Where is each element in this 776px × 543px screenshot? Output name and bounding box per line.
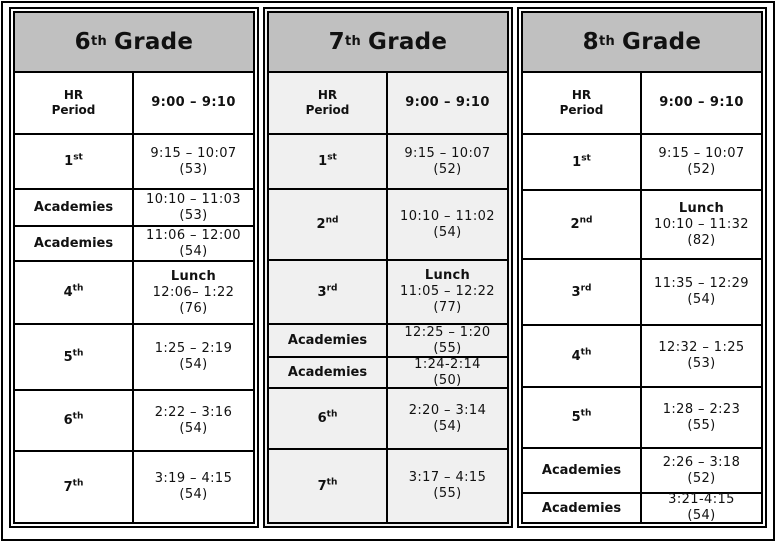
time-range: 10:10 – 11:02 (400, 208, 495, 224)
period-cell (269, 261, 388, 323)
time-cell (388, 358, 507, 387)
table-body (15, 133, 253, 522)
period-label: 1st (572, 153, 591, 170)
table-row (269, 188, 507, 259)
table-row (523, 258, 761, 324)
hr-row (269, 71, 507, 133)
time-cell (642, 326, 761, 386)
time-cell (388, 190, 507, 259)
period-ordinal-suffix: st (73, 152, 83, 163)
time-cell (134, 190, 253, 225)
minutes-count: (54) (179, 420, 208, 436)
table-row (15, 323, 253, 389)
minutes-count: (52) (433, 161, 462, 177)
grade-number: 8 (582, 29, 599, 55)
period-label: 2nd (570, 215, 593, 232)
period-label: 3rd (317, 283, 338, 300)
grade-word: Grade (368, 29, 448, 55)
table-row (523, 133, 761, 189)
time-cell (134, 452, 253, 522)
time-cell (388, 389, 507, 448)
bell-schedule-frame (1, 1, 775, 541)
minutes-count: (54) (687, 508, 716, 523)
hr-label-line2: Period (51, 103, 96, 117)
period-cell (269, 389, 388, 448)
hr-label-line2: Period (305, 103, 350, 117)
period-ordinal-suffix: nd (579, 215, 593, 226)
hr-time-cell (134, 73, 253, 133)
time-cell (388, 135, 507, 188)
minutes-count: (54) (179, 243, 208, 259)
period-label: 1st (318, 152, 337, 169)
time-range: 3:19 – 4:15 (154, 471, 233, 486)
grade-number: 7 (328, 29, 345, 55)
period-label: 4th (571, 347, 592, 364)
time-range: 9:15 – 10:07 (404, 145, 491, 161)
time-range: 11:35 – 12:29 (654, 276, 749, 291)
bell-schedule (9, 7, 767, 528)
period-label: 6th (63, 411, 84, 428)
period-label: 4th (63, 283, 84, 300)
hr-period-cell (269, 73, 388, 133)
minutes-count: (52) (687, 162, 716, 177)
period-cell (15, 190, 134, 225)
time-range: 11:05 – 12:22 (400, 284, 495, 299)
period-ordinal-suffix: nd (325, 215, 339, 226)
period-cell (269, 358, 388, 387)
lunch-label: Lunch (424, 268, 471, 283)
time-cell (134, 135, 253, 188)
period-cell (15, 135, 134, 188)
hr-label-line2: Period (559, 103, 604, 117)
hr-label-line1: HR (571, 88, 592, 102)
period-label: Academies (541, 463, 622, 478)
period-ordinal-suffix: rd (326, 283, 338, 294)
time-range: 2:26 – 3:18 (662, 454, 741, 470)
table-row (15, 450, 253, 522)
period-label: 7th (63, 478, 84, 495)
period-label: 5th (63, 348, 84, 365)
minutes-count: (77) (433, 300, 462, 315)
period-cell (269, 325, 388, 356)
time-range: 9:15 – 10:07 (658, 146, 745, 161)
table-row (523, 492, 761, 522)
grade-header-8th: 8 th Grade (523, 13, 761, 71)
period-ordinal-suffix: th (72, 283, 84, 294)
table-row (269, 259, 507, 323)
period-ordinal-suffix: th (580, 347, 592, 358)
table-row (269, 133, 507, 188)
table-body (269, 133, 507, 522)
time-cell (388, 261, 507, 323)
hr-label-line1: HR (63, 88, 84, 102)
period-label: Academies (541, 500, 622, 516)
period-cell (269, 190, 388, 259)
minutes-count: (76) (179, 300, 208, 316)
time-cell (642, 449, 761, 492)
period-ordinal-suffix: rd (580, 283, 592, 294)
minutes-count: (53) (179, 161, 208, 177)
period-ordinal-suffix: th (326, 477, 338, 488)
period-cell (15, 452, 134, 522)
period-cell (523, 388, 642, 447)
table-row (269, 448, 507, 522)
time-range: 3:17 – 4:15 (408, 470, 487, 485)
period-ordinal-suffix: th (72, 411, 84, 422)
hr-label-line1: HR (317, 88, 338, 102)
table-row (15, 133, 253, 188)
time-range: 12:32 – 1:25 (658, 340, 745, 355)
period-cell (269, 135, 388, 188)
minutes-count: (55) (687, 417, 716, 433)
time-cell (642, 191, 761, 258)
time-cell (134, 391, 253, 450)
minutes-count: (54) (179, 487, 208, 502)
period-label: 6th (317, 409, 338, 426)
table-row (15, 260, 253, 323)
minutes-count: (54) (687, 292, 716, 307)
period-cell (15, 227, 134, 260)
period-label: Academies (287, 333, 368, 348)
time-cell (388, 325, 507, 356)
grade-table-8th (517, 7, 767, 528)
period-ordinal-suffix: th (580, 408, 592, 419)
period-label: 7th (317, 477, 338, 494)
hr-period-cell (523, 73, 642, 133)
time-range: 12:06– 1:22 (152, 284, 235, 300)
time-range: 2:22 – 3:16 (154, 404, 233, 420)
grade-header-6th: 6 th Grade (15, 13, 253, 71)
table-row (15, 225, 253, 260)
period-cell (523, 191, 642, 258)
period-cell (269, 450, 388, 522)
hr-period-cell (15, 73, 134, 133)
hr-row (523, 71, 761, 133)
table-row (523, 324, 761, 386)
period-cell (523, 260, 642, 324)
table-row (15, 188, 253, 225)
time-cell (134, 262, 253, 323)
period-cell (15, 391, 134, 450)
time-range: 1:28 – 2:23 (662, 401, 741, 417)
time-cell (134, 227, 253, 260)
period-cell (523, 135, 642, 189)
period-ordinal-suffix: st (327, 152, 337, 163)
time-cell (134, 325, 253, 389)
hr-time-cell (642, 73, 761, 133)
time-range: 10:10 – 11:32 (654, 216, 749, 232)
time-cell (642, 135, 761, 189)
minutes-count: (54) (179, 357, 208, 372)
time-range: 3:21-4:15 (668, 492, 735, 507)
time-cell (642, 388, 761, 447)
minutes-count: (53) (687, 356, 716, 371)
minutes-count: (55) (433, 486, 462, 501)
period-cell (523, 494, 642, 522)
time-cell (642, 260, 761, 324)
period-ordinal-suffix: th (72, 348, 84, 359)
grade-word: Grade (622, 29, 702, 55)
table-body (523, 133, 761, 522)
time-range: 1:25 – 2:19 (154, 341, 233, 356)
lunch-label: Lunch (678, 200, 725, 216)
minutes-count: (55) (433, 340, 462, 356)
period-cell (523, 449, 642, 492)
period-ordinal-suffix: th (72, 478, 84, 489)
table-row (269, 323, 507, 356)
hr-time: 9:00 – 9:10 (405, 95, 490, 110)
time-range: 1:24-2:14 (414, 356, 481, 372)
hr-time: 9:00 – 9:10 (659, 95, 744, 110)
period-label: 5th (571, 408, 592, 425)
grade-table-7th (263, 7, 513, 528)
grade-word: Grade (114, 29, 194, 55)
table-row (269, 387, 507, 448)
lunch-label: Lunch (170, 268, 217, 284)
minutes-count: (54) (433, 418, 462, 434)
hr-time: 9:00 – 9:10 (151, 95, 236, 110)
table-row (523, 447, 761, 492)
hr-row (15, 71, 253, 133)
table-row (523, 189, 761, 258)
period-label: 1st (64, 152, 83, 169)
period-label: Academies (287, 365, 368, 380)
period-label: 3rd (571, 283, 592, 300)
grade-header-7th: 7 th Grade (269, 13, 507, 71)
minutes-count: (82) (687, 232, 716, 248)
period-label: Academies (33, 200, 114, 215)
time-range: 9:15 – 10:07 (150, 145, 237, 161)
grade-number: 6 (74, 29, 91, 55)
minutes-count: (53) (179, 207, 208, 223)
period-ordinal-suffix: st (581, 153, 591, 164)
time-range: 10:10 – 11:03 (146, 191, 241, 207)
period-cell (15, 262, 134, 323)
time-range: 11:06 – 12:00 (146, 227, 241, 243)
period-label: 2nd (316, 215, 339, 232)
grade-table-6th (9, 7, 259, 528)
time-range: 2:20 – 3:14 (408, 402, 487, 418)
hr-time-cell (388, 73, 507, 133)
minutes-count: (54) (433, 224, 462, 240)
period-cell (523, 326, 642, 386)
period-cell (15, 325, 134, 389)
time-cell (388, 450, 507, 522)
minutes-count: (52) (687, 470, 716, 486)
table-row (523, 386, 761, 447)
minutes-count: (50) (433, 372, 462, 388)
table-row (269, 356, 507, 387)
table-row (15, 389, 253, 450)
period-label: Academies (33, 236, 114, 251)
period-ordinal-suffix: th (326, 409, 338, 420)
time-cell (642, 494, 761, 522)
time-range: 12:25 – 1:20 (404, 324, 491, 340)
